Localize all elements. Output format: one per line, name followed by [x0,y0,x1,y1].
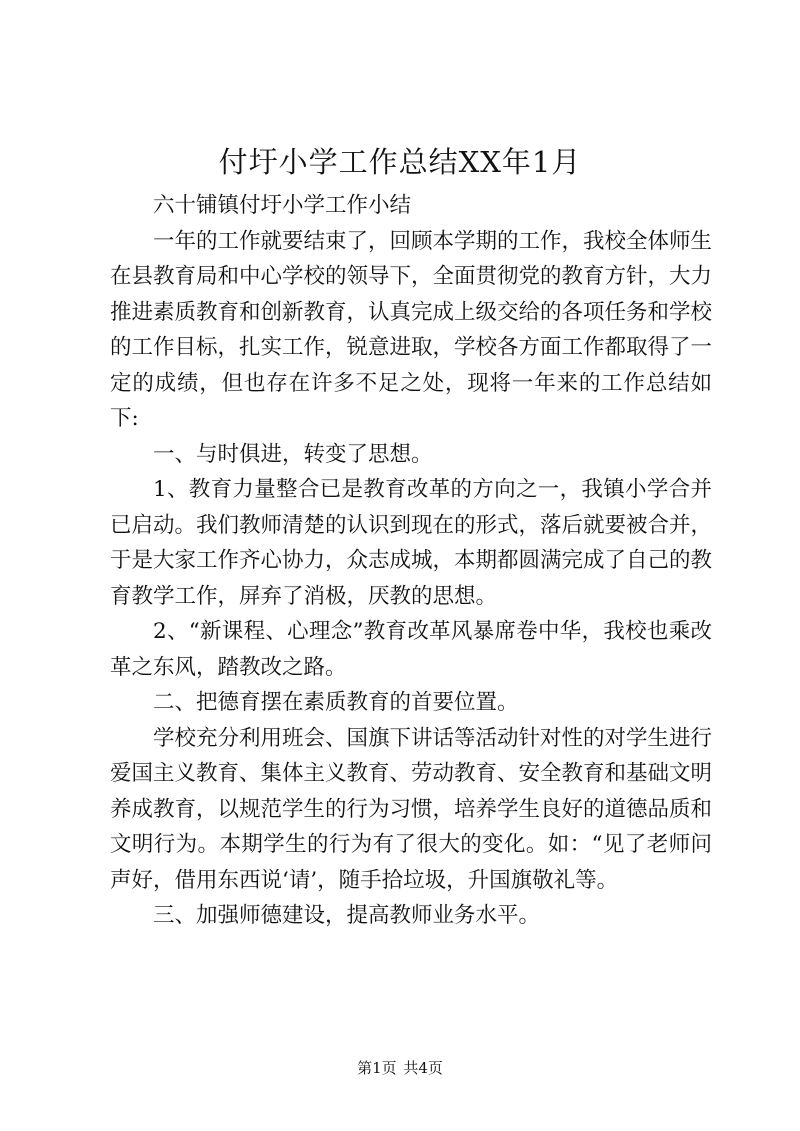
page-total: 共4页 [403,1059,443,1077]
paragraph-item-2: 2、“新课程、心理念”教育改革风暴席卷中华，我校也乘改革之东风，踏教改之路。 [110,619,712,680]
paragraph-item-1: 1、教育力量整合已是教育改革的方向之一，我镇小学合并已启动。我们教师清楚的认识到现在的形式，落后就要被合并，于是大家工作齐心协力，众志成城，本期都圆满完成了自己的教育教学工作，屏弃了消极，厌教的思想。 [110,477,713,609]
paragraph-subtitle: 六十铺镇付圩小学工作小结 [153,193,412,218]
section-heading-1: 一、与时俱进，转变了思想。 [153,441,433,467]
section-heading-2: 二、把德育摆在素质教育的首要位置。 [153,690,519,715]
section-heading-3: 三、加强师德建设，提高教师业务水平。 [153,903,541,928]
document-body [110,188,712,934]
paragraph-moral-education: 学校充分利用班会、国旗下讲话等活动针对性的对学生进行爱国主义教育、集体主义教育、劳动教育、安全教育和基础文明养成教育，以规范学生的行为习惯，培养学生良好的道德品质和文明行为。本期学生的行为有了很大的变化。如：“见了老师问声好，借用东西说‘请’，随手拾垃圾，升国旗敬礼等。 [110,725,713,893]
paragraph-intro: 一年的工作就要结束了，回顾本学期的工作，我校全体师生在县教育局和中心学校的领导下，全面贯彻党的教育方针，大力推进素质教育和创新教育，认真完成上级交给的各项任务和学校的工作目标，扎实工作，锐意进取，学校各方面工作都取得了一定的成绩，但也存在许多不足之处，现将一年来的工作总结如下: [110,228,713,431]
page-number: 第1页 [357,1059,397,1077]
page-footer [0,1058,800,1078]
document-title: 付圩小学工作总结XX年1月 [218,145,582,179]
